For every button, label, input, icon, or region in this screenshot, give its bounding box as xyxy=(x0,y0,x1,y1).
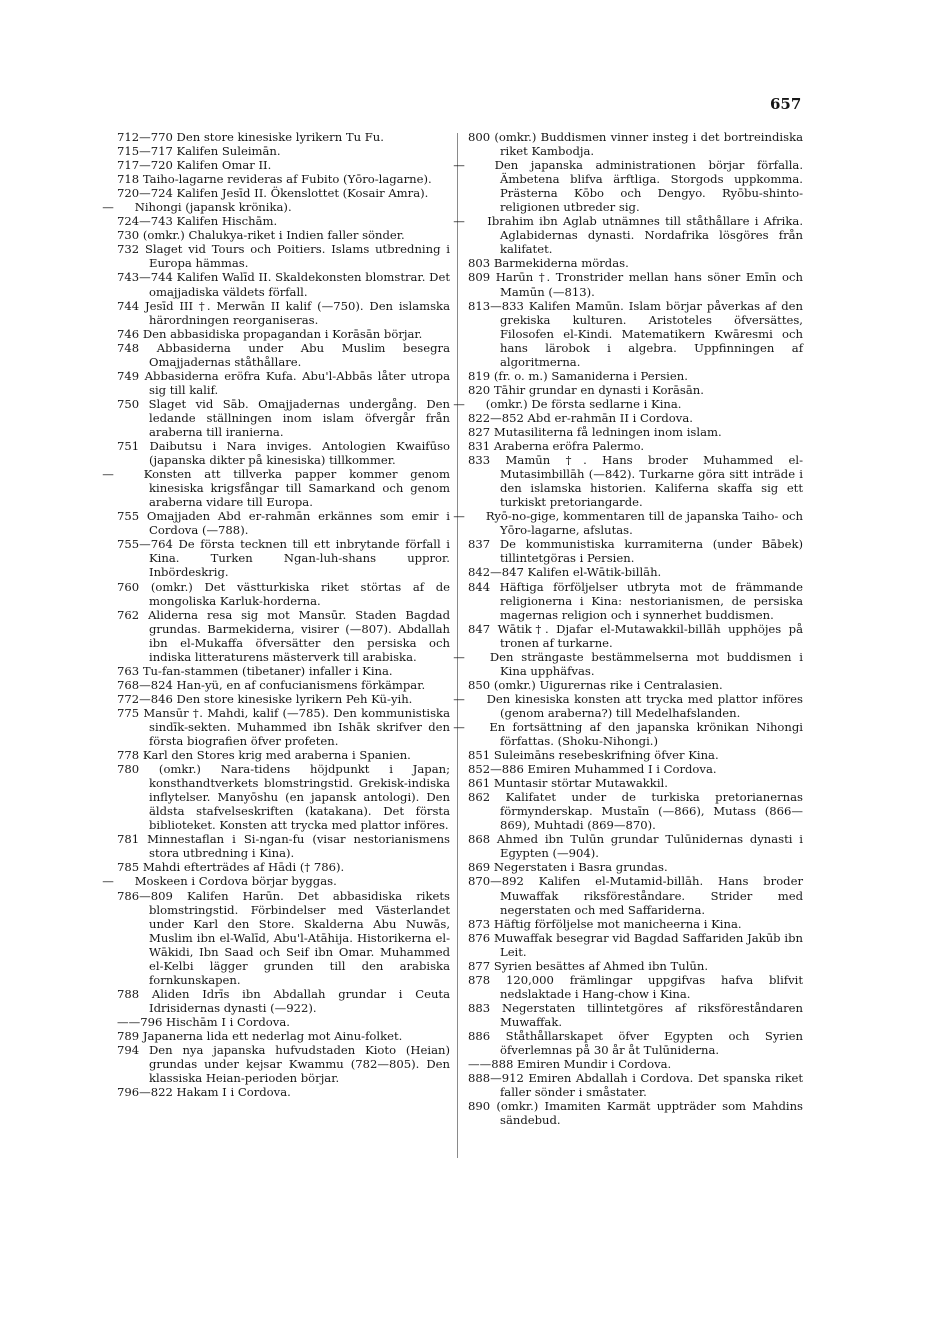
entry-date: 844 xyxy=(468,579,491,594)
entry-text: Araberna eröfra Palermo. xyxy=(493,439,645,454)
chronology-entry xyxy=(468,860,803,874)
entry-text: 120,000 främlingar uppgifvas hafva blifvit nedslaktade i Hang-chow i Kina. xyxy=(500,972,803,1001)
chronology-entry xyxy=(117,172,450,186)
entry-text: Kalifen Harūn. Det abbasidiska rikets blomstringstid. Förbindelser med Västerlandet under Karl den Store. Skalderna Abu Nuwās, Muslim ibn el-Walīd, Abu'l-Atāhija. Historikerna el-Wākidi, Ibn Saad och Seif ibn Omar. Muhammed el-Kelbi lägger grunden till den arabiska fornkunskapen. xyxy=(149,888,451,987)
entry-text: Harūn †. Tronstrider mellan hans söner Emīn och Mamūn (—813). xyxy=(495,270,803,299)
entry-date: 794 xyxy=(117,1043,140,1058)
entry-text: Kalifen Walīd II. Skaldekonsten blomstrar. Det omajjadiska väldets förfall. xyxy=(149,270,450,299)
entry-text: Kalifen Jesīd II. Ökenslottet (Kosair Amra). xyxy=(176,186,429,201)
chronology-entry xyxy=(468,748,803,762)
entry-text: Han-yü, en af confucianismens förkämpar. xyxy=(176,677,426,692)
entry-text: Emiren Mundir i Cordova. xyxy=(517,1057,672,1072)
chronology-entry xyxy=(468,580,803,622)
chronology-entry xyxy=(117,608,450,664)
chronology-entry xyxy=(468,256,803,270)
right-column xyxy=(453,130,804,1128)
entry-text: Barmekiderna mördas. xyxy=(493,256,629,271)
entry-date: 886 xyxy=(468,1029,491,1043)
chronology-entry xyxy=(117,889,450,987)
entry-text: Emiren Abdallah i Cordova. Det spanska riket faller sönder i småstater. xyxy=(500,1071,804,1100)
entry-text: Muwaffak besegrar vid Bagdad Saffariden Jakūb ibn Leit. xyxy=(493,930,803,959)
chronology-entry xyxy=(117,509,450,537)
chronology-entry xyxy=(117,158,450,172)
entry-date: 861 xyxy=(468,776,491,791)
entry-date: 751 xyxy=(117,439,140,454)
chronology-entry xyxy=(468,678,803,692)
entry-text: Kalifen Mamūn. Islam börjar påverkas af den grekiska kulturen. Aristoteles öfversättes, Filosofen el-Kindi. Matematikern Kwāresmi och hans lärobok i algebra. Uppfinningen af algoritmerna. xyxy=(500,298,803,369)
entry-date: 851 xyxy=(468,748,491,763)
entry-date: 717—720 xyxy=(117,158,173,173)
entry-date: 730 xyxy=(117,228,140,243)
entry-text: Kalifatet under de turkiska pretorianernas förmynderskap. Mustaīn (—866), Mutass (866—869), Muhtadi (869—870). xyxy=(500,790,803,833)
chronology-entry xyxy=(102,200,450,215)
entry-date: 819 xyxy=(468,368,491,383)
entry-text: Slaget vid Sāb. Omajjadernas undergång. Den ledande ställningen inom islam öfvergår från araberna till iranierna. xyxy=(148,396,451,439)
entry-date: 842—847 xyxy=(468,565,524,580)
entry-text: Minnestaflan i Si-ngan-fu (visar nestorianismens stora utbredning i Kina). xyxy=(147,832,450,861)
chronology-entry xyxy=(468,931,803,959)
entry-date: 786—809 xyxy=(117,888,173,903)
entry-text: (omkr.) Nara-tidens höjdpunkt i Japan; konsthandtverkets blomstringstid. Grekisk-indiska inflytelser. Manyōshu (en japansk antologi). Den äldsta stafvelseskriften (katakana). Det första biblioteket. Konsten att trycka med plattor införes. xyxy=(149,762,450,833)
entry-date: 772—846 xyxy=(117,691,173,706)
entry-date: 762 xyxy=(117,607,140,622)
entry-date: 768—824 xyxy=(117,677,173,692)
entry-date: 827 xyxy=(468,424,491,439)
entry-date: — xyxy=(453,158,465,173)
entry-date: 749 xyxy=(117,368,140,383)
chronology-entry xyxy=(468,959,803,973)
entry-text: (omkr.) Buddismen vinner insteg i det bortreindiska riket Kambodja. xyxy=(494,130,804,159)
entry-date: 873 xyxy=(468,916,491,931)
entry-text: Den japanska administrationen börjar förfalla. Ämbetena blifva ärftliga. Storgods uppkomma. Prästerna Kōbo och Dengyo. Ryōbu-shinto-religionen utbreder sig. xyxy=(494,158,804,215)
chronology-entry xyxy=(468,299,803,369)
entry-date: — xyxy=(102,874,114,889)
chronology-entry xyxy=(117,537,450,579)
chronology-entry xyxy=(117,341,450,369)
entry-text: Emiren Muhammed I i Cordova. xyxy=(527,762,717,777)
entry-text: Ibrahim ibn Aglab utnämnes till ståthållare i Afrika. Aglabidernas dynasti. Nordafrika lösgöres från kalifatet. xyxy=(487,214,804,257)
entry-text: Negerstaten tillintetgöres af riksföreståndaren Muwaffak. xyxy=(500,1000,803,1029)
entry-date: 796—822 xyxy=(117,1085,173,1100)
chronology-entry xyxy=(468,1071,803,1099)
entry-date: 833 xyxy=(468,453,491,468)
entry-date: 715—717 xyxy=(117,144,173,159)
entry-text: Mutasiliterna få ledningen inom islam. xyxy=(493,424,722,439)
entry-text: Kalifen el-Wātik-billāh. xyxy=(527,565,662,580)
chronology-entry xyxy=(468,439,803,453)
entry-text: Mansūr †. Mahdi, kalif (—785). Den kommunistiska sindīk-sekten. Muhammed ibn Ishāk skrifver den första biografien öfver profeten. xyxy=(143,705,450,749)
entry-date: 743—744 xyxy=(117,270,173,285)
chronology-entry xyxy=(468,1099,803,1127)
column-divider xyxy=(457,133,458,1158)
entry-text: Suleimāns resebeskrifning öfver Kina. xyxy=(493,748,719,763)
entry-date: 755 xyxy=(117,509,140,524)
entry-date: 852—886 xyxy=(468,762,524,777)
entry-text: Den store kinesiske lyrikern Peh Kü-yih. xyxy=(176,691,413,706)
chronology-entry xyxy=(117,678,450,692)
entry-text: (fr. o. m.) Samaniderna i Persien. xyxy=(493,368,688,383)
entry-date: — xyxy=(102,200,114,215)
chronology-entry xyxy=(102,467,450,510)
chronology-entry xyxy=(468,1001,803,1029)
entry-text: Karl den Stores krig med araberna i Spanien. xyxy=(142,748,411,763)
entry-text: Taiho-lagarne revideras af Fubito (Yōro-lagarne). xyxy=(142,172,432,187)
entry-date: 809 xyxy=(468,270,491,285)
chronology-entry xyxy=(117,664,450,678)
chronology-entry xyxy=(117,214,450,228)
entry-date: 876 xyxy=(468,930,491,945)
entry-date: 718 xyxy=(117,172,140,187)
page-number: 657 xyxy=(770,95,802,113)
chronology-entry xyxy=(102,874,450,889)
entry-text: (omkr.) Chalukya-riket i Indien faller sönder. xyxy=(142,228,405,243)
entry-date: 775 xyxy=(117,705,140,720)
chronology-entry xyxy=(117,692,450,706)
entry-text: Häftiga förföljelser utbryta mot de främmande religionerna i Kina: nestorianismen, de persiska magernas religion och i synnerhet buddismen. xyxy=(499,579,804,622)
entry-text: Hischām I i Cordova. xyxy=(166,1014,290,1029)
chronology-entry xyxy=(468,1057,803,1071)
chronology-entry xyxy=(453,158,804,215)
chronology-entry xyxy=(453,509,803,538)
left-column xyxy=(102,130,451,1100)
chronology-entry xyxy=(468,537,803,565)
entry-text: Abd er-rahmān II i Cordova. xyxy=(527,410,693,425)
entry-date: 750 xyxy=(117,396,140,411)
chronology-entry xyxy=(117,832,450,860)
entry-text: Kalifen Suleimān. xyxy=(176,144,281,159)
chronology-entry xyxy=(468,832,803,860)
chronology-entry xyxy=(117,327,450,341)
entry-text: Negerstaten i Basra grundas. xyxy=(493,860,668,875)
chronology-entry xyxy=(117,987,450,1015)
entry-date: 746 xyxy=(117,326,140,341)
entry-date: 785 xyxy=(117,860,140,875)
chronology-entry xyxy=(117,706,450,748)
chronology-entry xyxy=(117,242,450,270)
entry-date: 831 xyxy=(468,439,491,454)
entry-date: 720—724 xyxy=(117,186,173,201)
chronology-entry xyxy=(468,369,803,383)
entry-text: Abbasiderna under Abu Muslim besegra Omajjadernas ståthållare. xyxy=(149,340,450,369)
entry-text: Den kinesiska konsten att trycka med plattor införes (genom araberna?) till Medelhafslanden. xyxy=(486,691,803,720)
entry-text: Den store kinesiske lyrikern Tu Fu. xyxy=(176,130,384,144)
entry-date: 724—743 xyxy=(117,214,173,229)
entry-date: 888—912 xyxy=(468,1071,524,1086)
entry-date: ——796 xyxy=(117,1014,163,1029)
entry-date: 862 xyxy=(468,790,491,805)
chronology-entry xyxy=(468,973,803,1001)
entry-date: 883 xyxy=(468,1000,491,1015)
entry-text: Konsten att tillverka papper kommer genom kinesiska krigsfångar till Samarkand och genom araberna vidare till Europa. xyxy=(143,467,450,510)
entry-text: Aliderna resa sig mot Mansūr. Staden Bagdad grundas. Barmekiderna, visirer (—807). Abdallah ibn el-Mukaffa öfversätter den persiska och indiska litteraturens mästerverk till arabiska. xyxy=(148,607,451,664)
entry-text: (omkr.) Det västturkiska riket störtas af de mongoliska Karluk-horderna. xyxy=(149,579,451,608)
entry-text: Moskeen i Cordova börjar byggas. xyxy=(134,874,337,889)
entry-text: Wātik†. Djafar el-Mutawakkil-billāh upphöjes på tronen af turkarne. xyxy=(497,621,803,650)
entry-date: 800 xyxy=(468,130,491,144)
entry-text: Slaget vid Tours och Poitiers. Islams utbredning i Europa hämmas. xyxy=(144,242,451,271)
entry-date: 837 xyxy=(468,537,491,552)
entry-text: Den nya japanska hufvudstaden Kioto (Heian) grundas under kejsar Kwammu (782—805). Den klassiska Heian-perioden börjar. xyxy=(149,1043,451,1086)
chronology-entry xyxy=(117,397,450,439)
chronology-entry xyxy=(468,762,803,776)
entry-date: 813—833 xyxy=(468,298,524,313)
chronology-entry xyxy=(453,719,803,749)
entry-text: Kalifen el-Mutamid-billāh. Hans broder Muwaffak riksföreståndare. Strider med negerstaten och med Saffariderna. xyxy=(500,874,804,917)
entry-text: Mahdi efterträdes af Hādi († 786). xyxy=(142,860,345,875)
entry-text: Jesīd III †. Merwān II kalif (—750). Den islamska härordningen reorganiseras. xyxy=(144,298,450,327)
entry-date: 789 xyxy=(117,1029,140,1043)
entry-date: — xyxy=(453,214,465,229)
entry-date: 869 xyxy=(468,860,491,875)
entry-date: 778 xyxy=(117,748,140,763)
entry-date: 868 xyxy=(468,832,491,847)
entry-date: ——888 xyxy=(468,1057,514,1072)
chronology-entry xyxy=(117,299,450,327)
chronology-entry xyxy=(468,1029,803,1057)
entry-date: — xyxy=(453,509,465,524)
entry-text: Den strängaste bestämmelserna mot buddismen i Kina upphäfvas. xyxy=(489,649,804,678)
entry-date: 780 xyxy=(117,762,140,777)
entry-text: Daibutsu i Nara inviges. Antologien Kwaifūso (japanska dikter på kinesiska) tillkommer. xyxy=(149,439,450,468)
entry-text: (omkr.) De första sedlarne i Kina. xyxy=(485,396,682,411)
entry-text: Kalifen Omar II. xyxy=(176,158,272,173)
chronology-entry xyxy=(468,622,803,650)
chronology-entry xyxy=(117,762,450,832)
entry-date: 870—892 xyxy=(468,874,524,889)
entry-text: Hakam I i Cordova. xyxy=(176,1085,291,1100)
entry-date: 732 xyxy=(117,242,140,257)
chronology-entry xyxy=(468,383,803,397)
chronology-entry xyxy=(117,186,450,200)
chronology-entry xyxy=(468,411,803,425)
chronology-entry xyxy=(117,369,450,397)
entry-date: 712—770 xyxy=(117,130,173,144)
chronology-entry xyxy=(468,425,803,439)
entry-date: 877 xyxy=(468,958,491,973)
entry-date: 788 xyxy=(117,986,140,1001)
entry-date: 822—852 xyxy=(468,410,524,425)
chronology-entry xyxy=(468,917,803,931)
entry-date: — xyxy=(453,396,465,411)
entry-text: Den abbasidiska propagandan i Korāsān börjar. xyxy=(142,326,423,341)
entry-text: Muntasir störtar Mutawakkil. xyxy=(493,776,668,791)
entry-text: Ahmed ibn Tulūn grundar Tulūnidernas dynasti i Egypten (—904). xyxy=(496,832,803,861)
chronology-entry xyxy=(117,580,450,608)
entry-text: Aliden Idrīs ibn Abdallah grundar i Ceuta Idrisidernas dynasti (—922). xyxy=(149,986,450,1015)
entry-date: — xyxy=(453,649,465,664)
chronology-entry xyxy=(468,874,803,916)
chronology-entry xyxy=(117,1029,450,1043)
entry-text: Mamūn †. Hans broder Muhammed el-Mutasimbillāh (—842). Turkarne göra sitt inträde i den islamska historien. Kaliferna skaffa sig ett turkiskt pretoriangarde. xyxy=(500,453,803,510)
entry-text: (omkr.) Uigurernas rike i Centralasien. xyxy=(493,677,723,692)
entry-text: En fortsättning af den japanska krönikan Nihongi författas. (Shoku-Nihongi.) xyxy=(489,719,803,749)
entry-text: Omajjaden Abd er-rahmān erkännes som emir i Cordova (—788). xyxy=(146,509,451,538)
chronology-entry xyxy=(117,228,450,242)
chronology-entry xyxy=(117,1085,450,1099)
entry-text: Ståthållarskapet öfver Egypten och Syrien öfverlemnas på 30 år åt Tulūniderna. xyxy=(500,1029,804,1058)
chronology-entry xyxy=(117,144,450,158)
entry-date: 878 xyxy=(468,972,491,987)
chronology-entry xyxy=(453,214,804,257)
entry-date: — xyxy=(453,719,465,734)
chronology-entry xyxy=(117,130,450,144)
entry-text: De kommunistiska kurramiterna (under Bābek) tillintetgöras i Persien. xyxy=(499,537,804,566)
entry-date: — xyxy=(453,691,465,706)
entry-text: Ryō-no-gige, kommentaren till de japanska Taiho- och Yōro-lagarne, afslutas. xyxy=(485,509,803,538)
chronology-entry xyxy=(468,790,803,832)
chronology-entry xyxy=(117,1015,450,1029)
chronology-entry xyxy=(468,270,803,298)
entry-text: Japanerna lida ett nederlag mot Ainu-folket. xyxy=(142,1029,403,1043)
entry-text: Tu-fan-stammen (tibetaner) infaller i Kina. xyxy=(142,663,393,678)
chronology-entry xyxy=(453,649,804,678)
chronology-entry xyxy=(117,860,450,874)
chronology-entry xyxy=(117,270,450,298)
chronology-entry xyxy=(453,691,803,720)
entry-text: Abbasiderna eröfra Kufa. Abu'l-Abbās låter utropa sig till kalif. xyxy=(144,368,450,397)
entry-text: Nihongi (japansk krönika). xyxy=(134,200,292,215)
entry-date: 890 xyxy=(468,1099,491,1114)
entry-date: 760 xyxy=(117,579,140,594)
entry-date: 803 xyxy=(468,256,491,271)
entry-date: 820 xyxy=(468,382,491,397)
entry-date: 755—764 xyxy=(117,537,173,552)
chronology-entry xyxy=(117,439,450,467)
entry-text: Kalifen Hischām. xyxy=(176,214,278,229)
entry-date: 847 xyxy=(468,621,491,636)
entry-date: 850 xyxy=(468,677,491,692)
entry-text: (omkr.) Imamiten Karmät uppträder som Mahdins sändebud. xyxy=(496,1099,804,1128)
entry-text: De första tecknen till ett inbrytande förfall i Kina. Turken Ngan-luh-shans uppror. Inbördeskrig. xyxy=(149,537,451,580)
entry-date: — xyxy=(102,467,114,482)
entry-text: Tāhir grundar en dynasti i Korāsān. xyxy=(493,382,704,397)
entry-text: Syrien besättes af Ahmed ibn Tulūn. xyxy=(493,958,709,973)
entry-date: 744 xyxy=(117,298,140,313)
chronology-entry xyxy=(468,130,803,158)
entry-date: 781 xyxy=(117,832,140,847)
chronology-entry xyxy=(468,453,803,509)
chronology-entry xyxy=(453,396,803,411)
entry-date: 763 xyxy=(117,663,140,678)
chronology-entry xyxy=(117,748,450,762)
entry-text: Häftig förföljelse mot manicheerna i Kina. xyxy=(493,916,742,931)
chronology-entry xyxy=(468,776,803,790)
entry-date: 748 xyxy=(117,340,140,355)
chronology-entry xyxy=(468,565,803,579)
chronology-entry xyxy=(117,1043,450,1085)
